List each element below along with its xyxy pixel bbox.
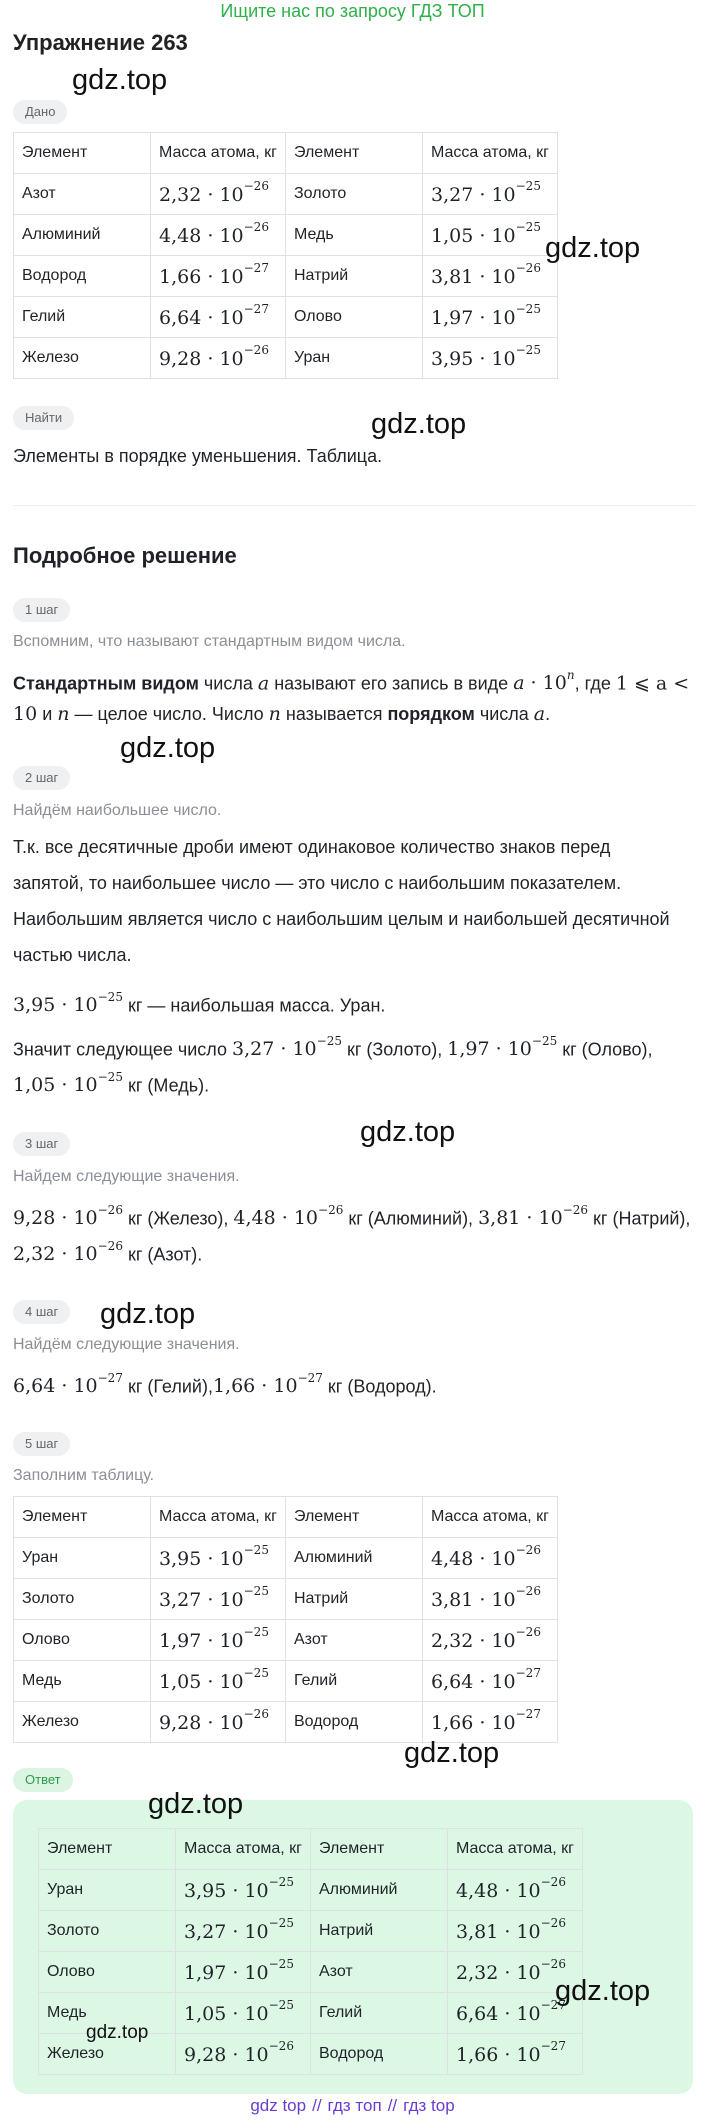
step-2-label: 2 шаг [13,766,70,790]
step-3-hint: Найдем следующие значения. [13,1168,240,1185]
element-cell: Уран [14,1538,151,1579]
math-mass: $9,28 \cdot 10^{-26}$ [13,1203,123,1230]
step-1-label: 1 шаг [13,598,70,622]
element-cell: Гелий [286,1661,423,1702]
table-row [14,1661,558,1702]
math-mass: $4,48 \cdot 10^{-26}$ [233,1203,344,1230]
mass-cell [423,1661,558,1702]
step-2-text: кг (Медь). [122,1075,210,1096]
step-2-next-line-2 [13,1062,695,1103]
table-row [14,297,558,338]
table-row [14,256,558,297]
step-2-para-line: Наибольшим является число с наибольшим целым и наибольшей десятичной [13,909,670,929]
element-cell: Олово [286,297,423,338]
search-banner[interactable]: Ищите нас по запросу ГДЗ ТОП [220,1,485,21]
mass-value: $3,81 \cdot 10^{-26}$ [456,1916,566,1943]
answer-label: Ответ [13,1768,73,1792]
step-3-line-2 [13,1231,695,1272]
mass-cell [151,1538,286,1579]
math-mass: $6,64 \cdot 10^{-27}$ [13,1371,123,1398]
watermark: gdz.top [360,1116,456,1148]
mass-cell [151,297,286,338]
element-cell: Гелий [311,1993,448,2034]
math-var-n: n [268,703,281,725]
element-cell: Алюминий [14,215,151,256]
table-header-row [14,1497,558,1538]
mass-cell [423,338,558,379]
mass-cell [448,1870,583,1911]
term-order: порядком [387,704,475,724]
element-cell: Железо [39,2034,176,2075]
mass-cell [151,1620,286,1661]
element-cell: Натрий [286,1579,423,1620]
step-1-text: и [37,704,58,724]
table-row [39,1952,583,1993]
mass-value: $3,27 \cdot 10^{-25}$ [431,179,541,206]
mass-cell [176,1911,311,1952]
mass-value: $9,28 \cdot 10^{-26}$ [159,343,269,370]
element-cell: Уран [39,1870,176,1911]
element-cell: Олово [39,1952,176,1993]
mass-cell [423,1620,558,1661]
element-cell: Медь [39,1993,176,2034]
step-5-table [13,1496,558,1743]
element-cell: Азот [14,174,151,215]
mass-cell [423,297,558,338]
link-separator: // [312,2096,322,2115]
column-header: Масса атома, кг [176,1829,311,1870]
element-cell: Медь [14,1661,151,1702]
step-4-line [13,1363,695,1404]
watermark: gdz.top [100,1298,196,1330]
step-1-text: называется [280,704,388,724]
column-header: Масса атома, кг [151,133,286,174]
given-label: Дано [13,100,67,124]
table-header-row [39,1829,583,1870]
column-header: Масса атома, кг [151,1497,286,1538]
term-standard-form: Стандартным видом [13,673,199,694]
step-1-text: называют его запись в виде [269,673,514,694]
step-4-text: кг (Водород). [322,1376,437,1397]
step-1-text: числа [474,704,534,724]
table-row [14,1538,558,1579]
mass-cell [176,1952,311,1993]
mass-value: $3,95 \cdot 10^{-25}$ [159,1543,269,1570]
mass-value: $4,48 \cdot 10^{-26}$ [456,1875,566,1902]
step-3-text: кг (Алюминий), [343,1208,479,1229]
element-cell: Гелий [14,297,151,338]
mass-value: $4,48 \cdot 10^{-26}$ [431,1543,541,1570]
element-cell: Азот [311,1952,448,1993]
mass-value: $1,97 \cdot 10^{-25}$ [431,302,541,329]
mass-cell [423,256,558,297]
math-ten: 10 [13,703,38,725]
math-mass: $2,32 \cdot 10^{-26}$ [13,1239,123,1266]
find-text: Элементы в порядке уменьшения. Таблица. [13,446,383,466]
element-cell: Золото [286,174,423,215]
mass-value: $1,66 \cdot 10^{-27}$ [456,2039,566,2066]
mass-value: $6,64 \cdot 10^{-27}$ [159,302,269,329]
math-var-a: a [533,703,546,725]
math-mass: $3,27 \cdot 10^{-25}$ [232,1034,342,1061]
mass-cell [151,1579,286,1620]
watermark: gdz.top [86,2022,149,2043]
step-2-text: кг (Золото), [341,1039,448,1060]
element-cell: Олово [14,1620,151,1661]
mass-cell [423,215,558,256]
mass-value: $6,64 \cdot 10^{-27}$ [456,1998,566,2025]
mass-value: $9,28 \cdot 10^{-26}$ [159,1707,269,1734]
column-header: Масса атома, кг [448,1829,583,1870]
watermark: gdz.top [148,1788,244,1820]
exercise-title: Упражнение 263 [13,30,188,55]
column-header: Элемент [286,133,423,174]
mass-cell [151,215,286,256]
element-cell: Железо [14,1702,151,1743]
element-cell: Азот [286,1620,423,1661]
table-row [14,338,558,379]
watermark: gdz.top [404,1737,500,1769]
bottom-link[interactable]: gdz top [250,2096,307,2115]
step-2-para-line: Т.к. все десятичные дроби имеют одинаковое количество знаков перед [13,837,611,857]
step-4-label: 4 шаг [13,1300,70,1324]
mass-value: $1,05 \cdot 10^{-25}$ [184,1998,294,2025]
math-mass: $3,95 \cdot 10^{-25}$ [13,990,123,1017]
find-label: Найти [13,406,74,430]
math-mass: $1,66 \cdot 10^{-27}$ [212,1371,323,1398]
table-row [14,1620,558,1661]
step-5-label: 5 шаг [13,1432,70,1456]
mass-value: $3,27 \cdot 10^{-25}$ [184,1916,294,1943]
watermark: gdz.top [545,232,641,264]
step-2-para-line: запятой, то наибольшее число — это число с наибольшим показателем. [13,873,622,893]
mass-value: $3,95 \cdot 10^{-25}$ [431,343,541,370]
link-separator: // [387,2096,398,2115]
mass-cell [423,1579,558,1620]
element-cell: Железо [14,338,151,379]
mass-value: $1,97 \cdot 10^{-25}$ [184,1957,294,1984]
watermark: gdz.top [120,732,216,764]
math-mass: $1,05 \cdot 10^{-25}$ [13,1070,123,1097]
mass-value: $1,66 \cdot 10^{-27}$ [431,1707,541,1734]
math-mass: $3,81 \cdot 10^{-26}$ [478,1203,589,1230]
mass-cell [448,1911,583,1952]
element-cell: Натрий [286,256,423,297]
mass-value: $6,64 \cdot 10^{-27}$ [431,1666,541,1693]
mass-value: $3,95 \cdot 10^{-25}$ [184,1875,294,1902]
mass-value: $9,28 \cdot 10^{-26}$ [184,2039,294,2066]
column-header: Масса атома, кг [423,133,558,174]
bottom-links [0,2096,705,2116]
mass-cell [176,1993,311,2034]
column-header: Элемент [14,133,151,174]
mass-cell [448,2034,583,2075]
section-divider [13,505,695,506]
mass-cell [176,1870,311,1911]
element-cell: Золото [14,1579,151,1620]
mass-value: $2,32 \cdot 10^{-26}$ [431,1625,541,1652]
column-header: Элемент [311,1829,448,1870]
mass-cell [423,174,558,215]
watermark: gdz.top [555,1975,651,2007]
mass-cell [151,256,286,297]
step-2-text: Значит следующее число [13,1039,233,1060]
mass-value: $3,27 \cdot 10^{-25}$ [159,1584,269,1611]
mass-cell [423,1538,558,1579]
element-cell: Водород [14,256,151,297]
bottom-link[interactable]: гдз top [403,2096,455,2115]
mass-value: $2,32 \cdot 10^{-26}$ [456,1957,566,1984]
mass-value: $1,05 \cdot 10^{-25}$ [159,1666,269,1693]
element-cell: Алюминий [311,1870,448,1911]
element-cell: Водород [286,1702,423,1743]
table-header-row [14,133,558,174]
mass-cell [151,1661,286,1702]
mass-value: $1,66 \cdot 10^{-27}$ [159,261,269,288]
watermark: gdz.top [371,408,467,440]
given-table-body [14,133,558,379]
table-row [39,1911,583,1952]
step-3-text: кг (Натрий), [588,1208,691,1229]
element-cell: Алюминий [286,1538,423,1579]
step-2-text: кг — наибольшая масса. Уран. [122,995,386,1016]
math-var-n: n [57,703,70,725]
math-inequality: 1 ⩽ a < [615,672,690,695]
step-2-para-line: частью числа. [13,945,132,965]
step-2-hint: Найдём наибольшее число. [13,802,222,819]
step-1-text: . [545,704,551,724]
step-4-text: кг (Гелий), [122,1376,213,1397]
element-cell: Натрий [311,1911,448,1952]
mass-cell [151,174,286,215]
mass-cell [151,1702,286,1743]
column-header: Элемент [39,1829,176,1870]
math-mass: $1,97 \cdot 10^{-25}$ [447,1034,558,1061]
mass-value: $4,48 \cdot 10^{-26}$ [159,220,269,247]
step-1-text: числа [198,673,258,694]
step-5-table-body [14,1497,558,1743]
element-cell: Золото [39,1911,176,1952]
watermark: gdz.top [72,64,168,96]
mass-value: $1,97 \cdot 10^{-25}$ [159,1625,269,1652]
mass-value: $1,05 \cdot 10^{-25}$ [431,220,541,247]
step-3-text: кг (Азот). [122,1244,203,1265]
table-row [14,1579,558,1620]
step-1-text: , где [574,673,616,694]
mass-value: $3,81 \cdot 10^{-26}$ [431,1584,541,1611]
step-3-text: кг (Железо), [122,1208,234,1229]
step-3-label: 3 шаг [13,1132,70,1156]
mass-value: $2,32 \cdot 10^{-26}$ [159,179,269,206]
element-cell: Водород [311,2034,448,2075]
step-1-line-2 [13,696,695,732]
element-cell: Медь [286,215,423,256]
step-1-hint: Вспомним, что называют стандартным видом числа. [13,633,406,650]
element-cell: Уран [286,338,423,379]
column-header: Масса атома, кг [423,1497,558,1538]
bottom-link[interactable]: гдз топ [327,2096,382,2115]
given-table [13,132,558,379]
mass-cell [151,338,286,379]
math-a-times-10n: $a \cdot 10^n$ [513,668,575,695]
mass-value: $3,81 \cdot 10^{-26}$ [431,261,541,288]
step-4-hint: Найдём следующие значения. [13,1336,240,1353]
step-2-max-line [13,982,695,1023]
step-1-text: — целое число. Число [69,704,269,724]
table-row [14,174,558,215]
column-header: Элемент [286,1497,423,1538]
step-2-text: кг (Олово), [557,1039,653,1060]
column-header: Элемент [14,1497,151,1538]
mass-cell [176,2034,311,2075]
solution-heading: Подробное решение [13,543,237,568]
step-5-hint: Заполним таблицу. [13,1467,155,1484]
math-var-a: a [257,672,270,695]
table-row [39,1870,583,1911]
table-row [14,215,558,256]
